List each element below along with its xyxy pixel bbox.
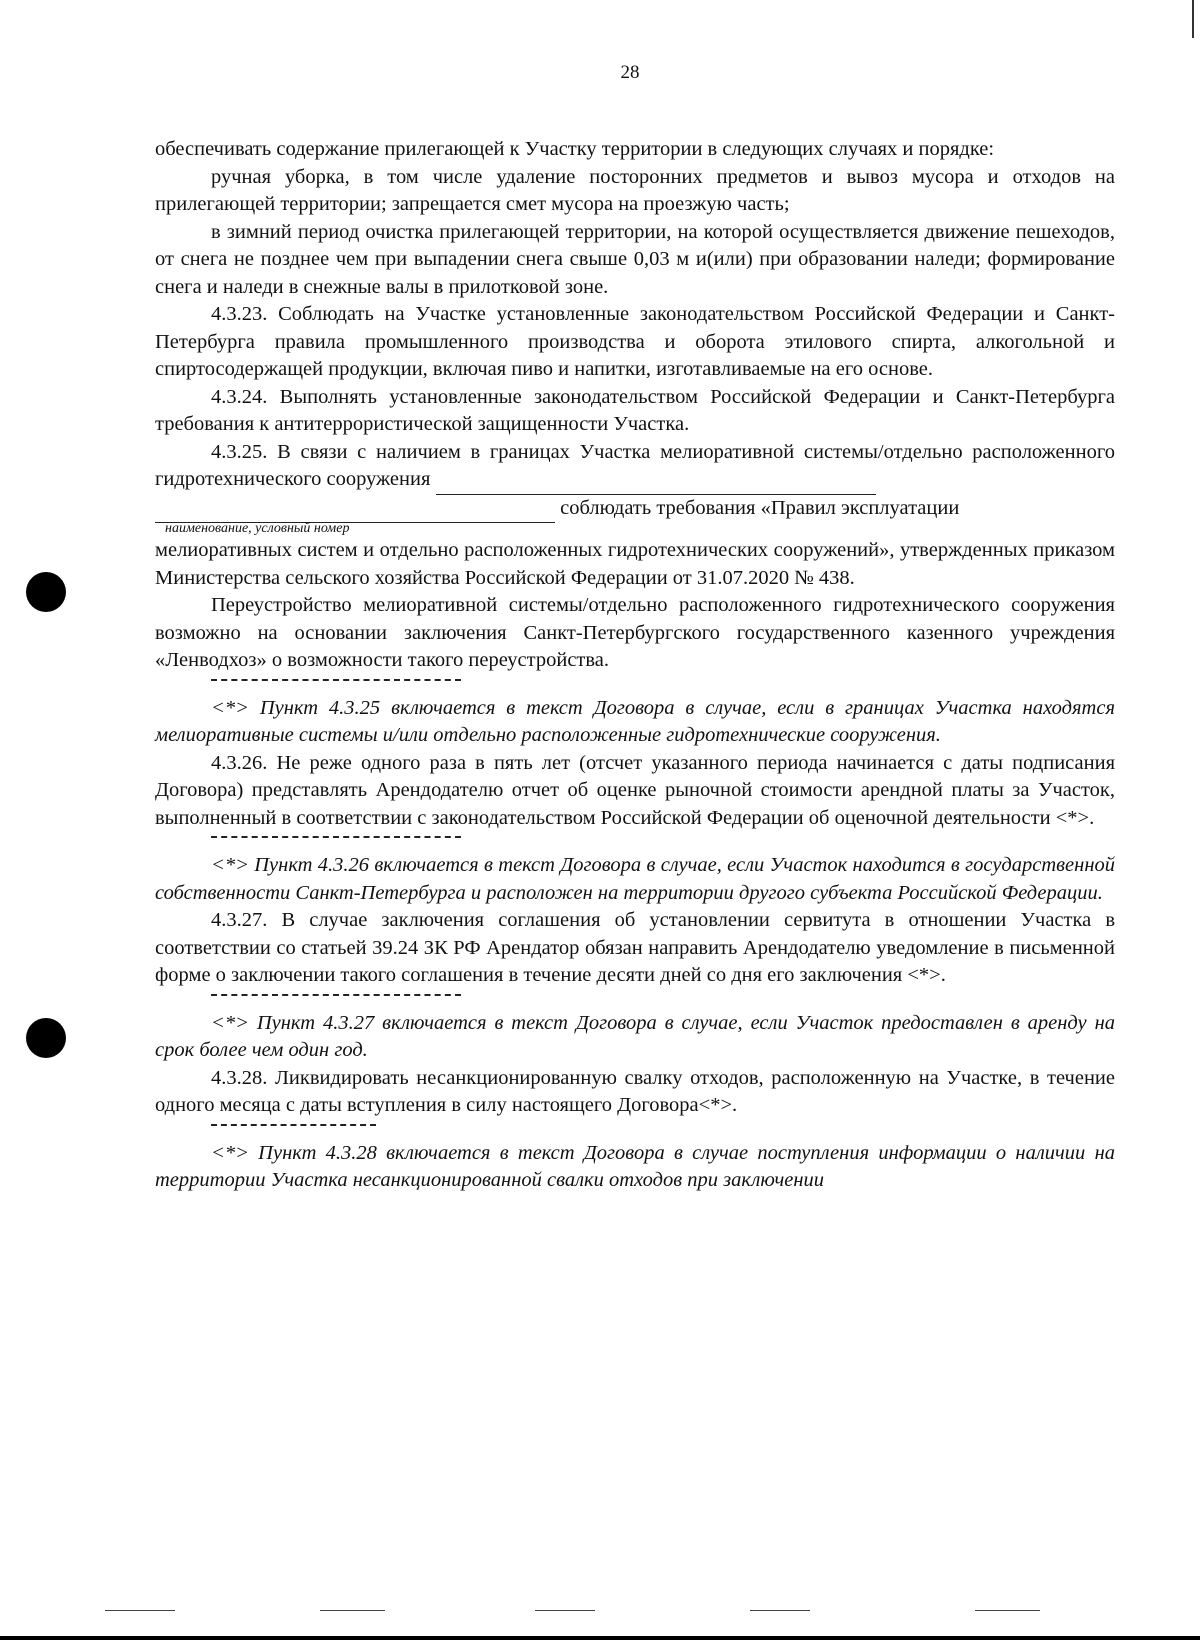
footnote-separator <box>211 836 461 838</box>
footnote-separator <box>211 1124 376 1126</box>
footnote: <*> Пункт 4.3.28 включается в текст Договора в случае поступления информации о наличии на территории Участка несанкционированной свалки отходов при заключении <box>155 1141 1115 1191</box>
scan-edge-mark <box>1192 0 1194 38</box>
footer-scan-mark <box>320 1610 385 1611</box>
clause-4-3-24: 4.3.24. Выполнять установленные законодательством Российской Федерации и Санкт-Петербурга требования к антитеррористической защищенности Участка. <box>155 385 1115 435</box>
paragraph: в зимний период очистка прилегающей территории, на которой осуществляется движение пешеходов, от снега не позднее чем при выпадении снега свыше 0,03 м и(или) при образовании наледи; формирование снега и наледи в снежные валы в прилотковой зоне. <box>155 220 1115 298</box>
footer-scan-mark <box>750 1610 810 1611</box>
clause-text: 4.3.25. В связи с наличием в границах Участка мелиоративной системы/отдельно расположенного гидротехнического сооружения <box>155 440 1115 490</box>
clause-4-3-26: 4.3.26. Не реже одного раза в пять лет (отсчет указанного периода начинается с даты подписания Договора) представлять Арендодателю отчет об оценке рыночной стоимости арендной платы за Участок, выполненный в соответствии с законодательством Российской Федерации об оценочной деятельности <*>. <box>155 751 1115 829</box>
bottom-scan-border <box>0 1636 1200 1640</box>
paragraph: обеспечивать содержание прилегающей к Участку территории в следующих случаях и порядке: <box>155 138 995 160</box>
footnote: <*> Пункт 4.3.27 включается в текст Договора в случае, если Участок предоставлен в аренду на срок более чем один год. <box>155 1011 1115 1061</box>
footnote: <*> Пункт 4.3.25 включается в текст Договора в случае, если в границах Участка находятся мелиоративные системы и/или отдельно расположенные гидротехнические сооружения. <box>155 696 1115 746</box>
fill-in-blank-line <box>155 495 555 524</box>
footnote-separator <box>211 994 461 996</box>
paragraph: Переустройство мелиоративной системы/отдельно расположенного гидротехнического сооружения возможно на основании заключения Санкт-Петербургского государственного казенного учреждения «Ленводхоз» о возможности такого переустройства. <box>155 594 1115 671</box>
clause-4-3-28: 4.3.28. Ликвидировать несанкционированную свалку отходов, расположенную на Участке, в течение одного месяца с даты вступления в силу настоящего Договора<*>. <box>155 1066 1115 1116</box>
clause-4-3-25-continued <box>155 495 1115 524</box>
blank-caption: наименование, условный номер <box>165 521 350 536</box>
clause-4-3-27: 4.3.27. В случае заключения соглашения об установлении сервитута в отношении Участка в соответствии со статьей 39.24 ЗК РФ Арендатор обязан направить Арендодателю уведомление в письменной форме о заключении такого соглашения в течение десяти дней со дня его заключения <*>. <box>155 909 1115 986</box>
footnote: <*> Пункт 4.3.26 включается в текст Договора в случае, если Участок находится в государственной собственности Санкт-Петербурга и расположен на территории другого субъекта Российской Федерации. <box>155 854 1115 904</box>
clause-4-3-23: 4.3.23. Соблюдать на Участке установленные законодательством Российской Федерации и Санкт-Петербурга правила промышленного производства и оборота этилового спирта, алкогольной и спиртосодержащей продукции, включая пиво и напитки, изготавливаемые на его основе. <box>155 303 1115 380</box>
clause-4-3-25-start <box>155 439 1115 495</box>
document-body <box>155 136 1115 1195</box>
fill-in-blank-line <box>436 466 876 495</box>
footer-scan-mark <box>535 1610 595 1611</box>
punch-hole-top <box>26 572 66 612</box>
clause-text: соблюдать требования «Правил эксплуатации <box>560 496 960 519</box>
footer-scan-mark <box>975 1610 1040 1611</box>
punch-hole-bottom <box>26 1018 66 1058</box>
page-number: 28 <box>620 62 640 83</box>
paragraph: ручная уборка, в том числе удаление посторонних предметов и вывоз мусора и отходов на прилегающей территории; запрещается смет мусора на проезжую часть; <box>155 165 1115 215</box>
clause-4-3-25-end: мелиоративных систем и отдельно расположенных гидротехнических сооружений», утвержденных приказом Министерства сельского хозяйства Российской Федерации от 31.07.2020 № 438. <box>155 539 1115 589</box>
footnote-separator <box>211 679 461 681</box>
footer-scan-mark <box>105 1610 175 1611</box>
